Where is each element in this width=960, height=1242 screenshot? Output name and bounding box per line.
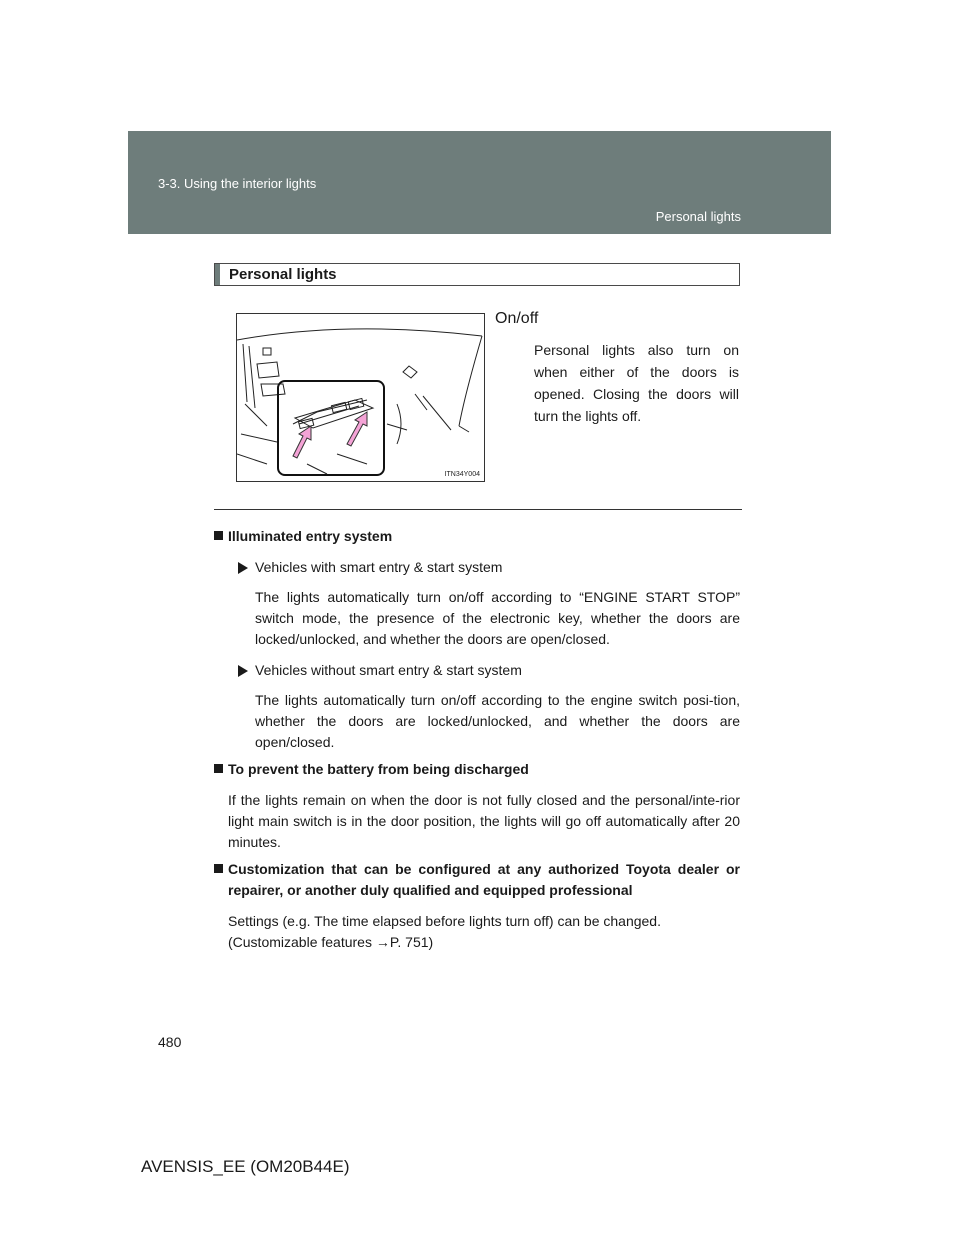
title-accent-bar	[215, 264, 220, 285]
divider	[214, 509, 742, 510]
note-text-line: (Customizable features →P. 751)	[228, 934, 434, 950]
onoff-label: On/off	[495, 310, 539, 327]
pink-arrow-right	[347, 412, 367, 446]
section-title: Personal lights	[229, 266, 337, 283]
sub-text: The lights automatically turn on/off according to “ENGINE START STOP” switch mode, the presence of the electronic key, whether the doors are locked/unlocked, and whether the doors are open/closed.	[255, 589, 740, 647]
square-bullet-icon	[214, 864, 223, 873]
note-heading-text: Customization that can be configured at any authorized Toyota dealer or repairer, or another duly qualified and equipped professional	[228, 861, 740, 898]
illustration-code: ITN34Y004	[444, 471, 480, 478]
triangle-bullet-icon	[238, 562, 248, 574]
triangle-bullet-icon	[238, 665, 248, 677]
note-heading	[212, 859, 740, 901]
section-label: 3-3. Using the interior lights	[158, 176, 317, 191]
note-text	[212, 911, 740, 953]
pink-arrow-left	[293, 426, 311, 458]
overhead-console-drawing	[237, 314, 484, 481]
note-text-line: Settings (e.g. The time elapsed before lights turn off) can be changed.	[228, 913, 661, 929]
section-title-box	[214, 263, 740, 286]
onoff-description: Personal lights also turn on when either of the doors is opened. Closing the doors will turn the lights off.	[534, 342, 739, 424]
page-number: 480	[158, 1034, 182, 1050]
page-topic: Personal lights	[655, 209, 741, 224]
square-bullet-icon	[214, 531, 223, 540]
header-band	[128, 131, 831, 234]
note-heading	[212, 526, 740, 547]
notes-section	[212, 526, 740, 953]
sub-heading	[212, 557, 740, 578]
note-text: If the lights remain on when the door is not fully closed and the personal/inte-rior light main switch is in the door position, the lights will go off automatically after 20 minutes.	[228, 792, 740, 850]
model-code: AVENSIS_EE (OM20B44E)	[141, 1157, 350, 1176]
note-heading-text: To prevent the battery from being discharged	[228, 761, 529, 777]
note-heading-text: Illuminated entry system	[228, 528, 393, 544]
square-bullet-icon	[214, 764, 223, 773]
sub-text: The lights automatically turn on/off according to the engine switch posi-tion, whether the doors are locked/unlocked, and whether the doors are open/closed.	[255, 692, 740, 750]
sub-heading-text: Vehicles with smart entry & start system	[255, 559, 503, 575]
sub-heading-text: Vehicles without smart entry & start system	[255, 662, 522, 678]
note-heading	[212, 759, 740, 780]
personal-lights-illustration	[236, 313, 485, 482]
sub-heading	[212, 660, 740, 681]
